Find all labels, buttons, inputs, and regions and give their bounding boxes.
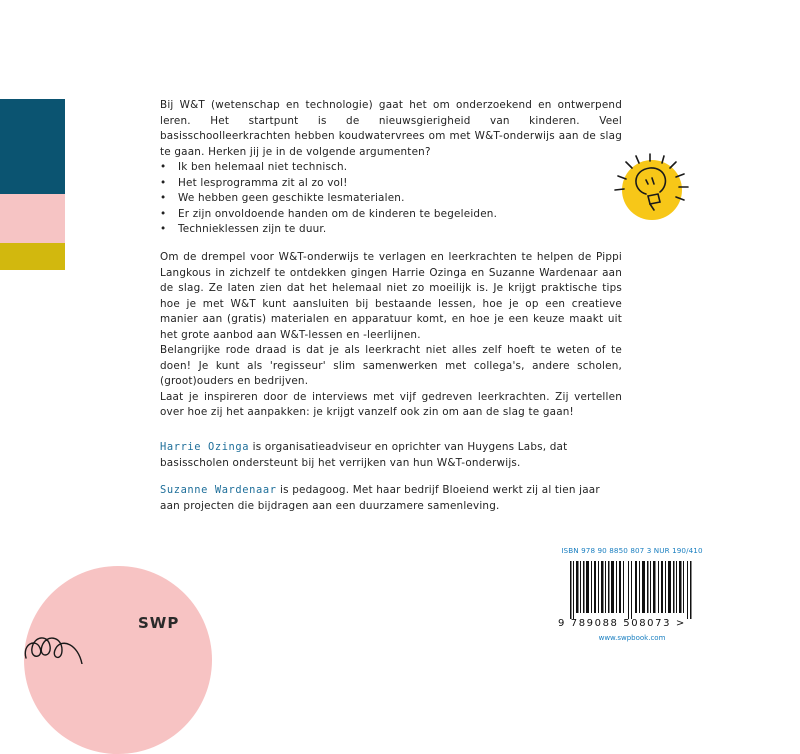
argument-item: • Technieklessen zijn te duur. bbox=[160, 222, 622, 238]
color-stripe-teal bbox=[0, 99, 65, 194]
argument-item: • Ik ben helemaal niet technisch. bbox=[160, 160, 622, 176]
barcode-number: 9 789088 508073 > bbox=[558, 618, 686, 629]
author-description: is organisatieadviseur en oprichter van Huygens Labs, dat basisscholen ondersteunt bij het verrijken van hun W&T-onderwijs. bbox=[160, 441, 568, 469]
body-paragraph: Om de drempel voor W&T-onderwijs te verlagen en leerkrachten te helpen de Pippi Langkous in zichzelf te ontdekken gingen Harrie Ozinga en Suzanne Wardenaar aan de slag. Ze laten zien dat het helemaal niet zo moeilijk is. Je krijgt praktische tips hoe je met W&T kunt aansluiten bij bestaande lessen, hoe je op een creatieve manier aan (gratis) materialen en apparatuur komt, en hoe je een keuze maakt uit het grote aanbod aan W&T-lessen en -leerlijnen. bbox=[160, 251, 622, 341]
body-paragraph: Belangrijke rode draad is dat je als leerkracht niet alles zelf hoeft te weten of te doen! Je kunt als 'regisseur' slim samenwerken met collega's, andere scholen, (groot)ouders en bedrijven. bbox=[160, 344, 622, 387]
intro-section bbox=[160, 98, 622, 238]
isbn-line: ISBN 978 90 8850 807 3 NUR 190/410 bbox=[561, 546, 703, 555]
intro-paragraph: Bij W&T (wetenschap en technologie) gaat het om onderzoekend en ontwerpend leren. Het startpunt is de nieuwsgierigheid van kinderen. Veel basisschoolleerkrachten hebben koudwatervrees om met W&T-onderwijs aan de slag te gaan. Herken jij je in de volgende argumenten? bbox=[160, 99, 622, 158]
argument-item: • Er zijn onvoldoende handen om de kinderen te begeleiden. bbox=[160, 207, 622, 223]
author-bio bbox=[160, 440, 622, 471]
argument-item: • Het lesprogramma zit al zo vol! bbox=[160, 176, 622, 192]
scribble-decoration bbox=[22, 618, 92, 664]
barcode bbox=[570, 561, 692, 619]
body-section bbox=[160, 250, 622, 421]
argument-list bbox=[160, 160, 622, 238]
lightbulb-icon bbox=[602, 152, 702, 232]
publisher-url: www.swpbook.com bbox=[598, 634, 666, 642]
argument-item: • We hebben geen geschikte lesmaterialen. bbox=[160, 191, 622, 207]
color-stripe-mustard bbox=[0, 243, 65, 270]
barcode-block bbox=[548, 546, 716, 642]
author-name: Suzanne Wardenaar bbox=[160, 484, 277, 496]
author-name: Harrie Ozinga bbox=[160, 441, 250, 453]
author-description: is pedagoog. Met haar bedrijf Bloeiend werkt zij al tien jaar aan projecten die bijdragen aan een duurzamere samenleving. bbox=[160, 484, 600, 512]
author-bio bbox=[160, 483, 622, 514]
body-paragraph: Laat je inspireren door de interviews met vijf gedreven leerkrachten. Zij vertellen over hoe zij het aanpakken: je krijgt vanzelf ook zin om aan de slag te gaan! bbox=[160, 390, 622, 418]
color-stripe-pink bbox=[0, 194, 65, 243]
publisher-logo: SWP bbox=[138, 614, 180, 632]
